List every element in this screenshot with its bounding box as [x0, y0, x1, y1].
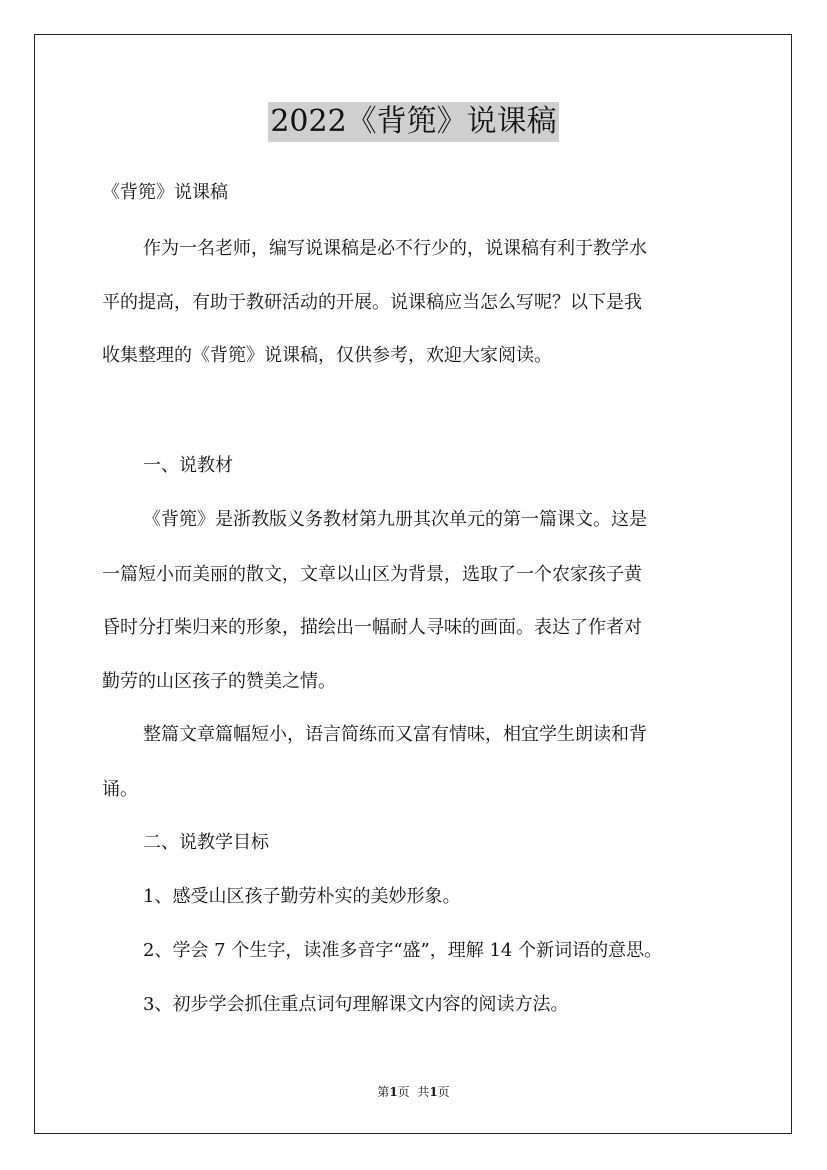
paragraph-line: 勤劳的山区孩子的赞美之情。	[102, 671, 336, 692]
paragraph-line: 诵。	[102, 779, 138, 800]
section-heading: 二、说教学目标	[143, 832, 269, 853]
footer-label-mid: 页 共	[397, 1085, 430, 1099]
paragraph-line: 一篇短小而美丽的散文，文章以山区为背景，选取了一个农家孩子黄	[102, 564, 642, 585]
section-heading: 一、说教材	[143, 455, 233, 476]
footer-label-post: 页	[437, 1085, 450, 1099]
document-title: 2022《背篼》说课稿	[268, 102, 558, 142]
paragraph-line: 收集整理的《背篼》说课稿，仅供参考，欢迎大家阅读。	[102, 345, 552, 366]
paragraph-line: 《背篼》是浙教版义务教材第九册其次单元的第一篇课文。这是	[143, 509, 647, 530]
page-footer	[0, 1084, 827, 1100]
footer-page-total: 1	[429, 1085, 438, 1099]
subtitle-line: 《背篼》说课稿	[102, 182, 228, 203]
footer-page-current: 1	[389, 1085, 398, 1099]
title-container	[0, 102, 827, 142]
list-item: 3、初步学会抓住重点词句理解课文内容的阅读方法。	[143, 994, 569, 1015]
list-item: 1、感受山区孩子勤劳朴实的美妙形象。	[143, 886, 461, 907]
paragraph-line: 整篇文章篇幅短小，语言简练而又富有情味，相宜学生朗读和背	[143, 724, 647, 745]
paragraph-line: 平的提高，有助于教研活动的开展。说课稿应当怎么写呢？以下是我	[102, 292, 642, 313]
footer-label-pre: 第	[377, 1085, 390, 1099]
paragraph-line: 作为一名老师，编写说课稿是必不行少的，说课稿有利于教学水	[143, 238, 647, 259]
list-item: 2、学会 7 个生字，读准多音字“盛”，理解 14 个新词语的意思。	[143, 940, 663, 961]
paragraph-line: 昏时分打柴归来的形象，描绘出一幅耐人寻味的画面。表达了作者对	[102, 617, 642, 638]
